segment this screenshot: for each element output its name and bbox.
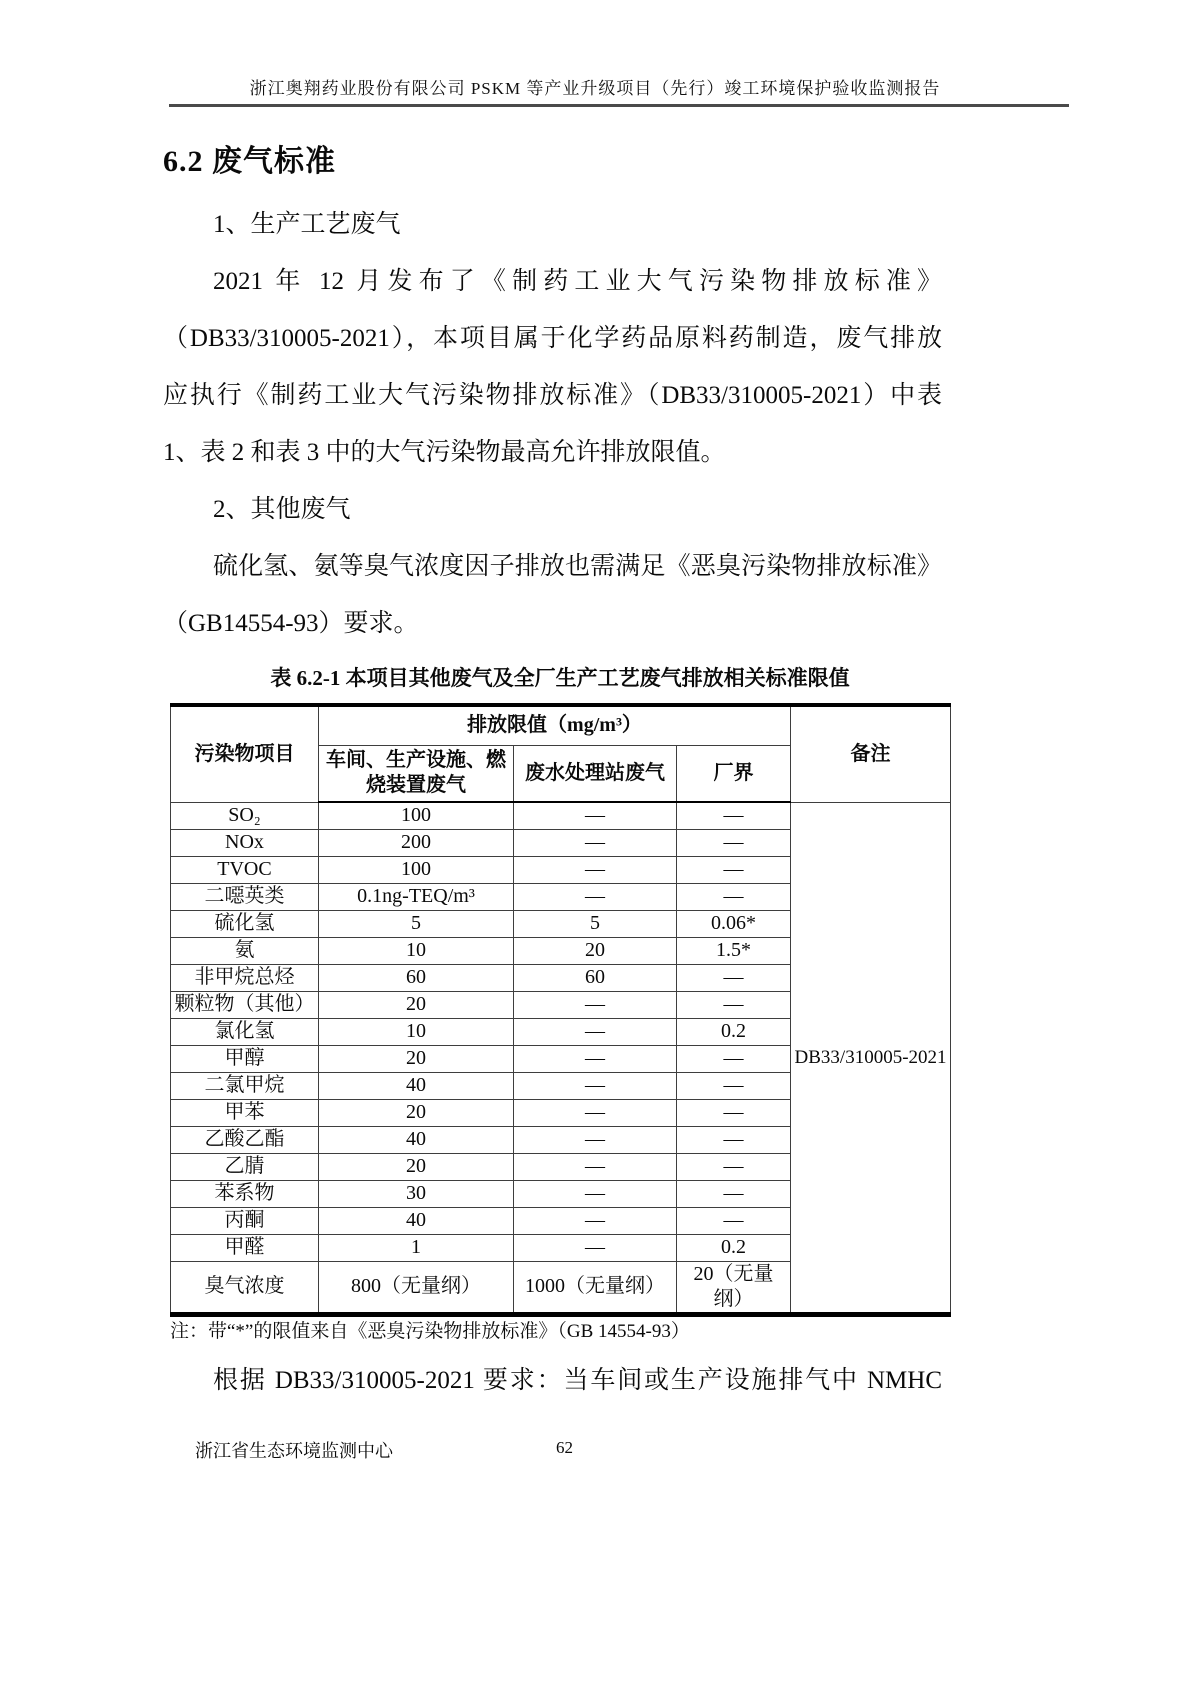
boundary-limit-cell: — bbox=[677, 1126, 791, 1153]
paragraph-line: 1、表 2 和表 3 中的大气污染物最高允许排放限值。 bbox=[163, 439, 726, 466]
table-body bbox=[171, 802, 951, 1314]
workshop-limit-cell: 10 bbox=[319, 1018, 514, 1045]
pollutant-name-cell: 二噁英类 bbox=[171, 883, 319, 910]
wastewater-limit-cell: — bbox=[514, 802, 677, 829]
wastewater-limit-cell: 20 bbox=[514, 937, 677, 964]
boundary-limit-cell: — bbox=[677, 1153, 791, 1180]
table-header-row bbox=[171, 705, 951, 745]
boundary-limit-cell: — bbox=[677, 1099, 791, 1126]
table-row bbox=[171, 802, 951, 829]
pollutant-name-cell: 氨 bbox=[171, 937, 319, 964]
pollutant-name-cell: 非甲烷总烃 bbox=[171, 964, 319, 991]
wastewater-limit-cell: — bbox=[514, 1126, 677, 1153]
pollutant-name-cell: 甲苯 bbox=[171, 1099, 319, 1126]
wastewater-limit-cell: — bbox=[514, 1072, 677, 1099]
boundary-limit-cell: — bbox=[677, 1045, 791, 1072]
workshop-limit-cell: 1 bbox=[319, 1234, 514, 1261]
wastewater-limit-cell: — bbox=[514, 829, 677, 856]
workshop-limit-cell: 800（无量纲） bbox=[319, 1261, 514, 1314]
paragraph-line: 2021 年 12 月发布了《制药工业大气污染物排放标准》 bbox=[213, 268, 942, 295]
workshop-limit-cell: 100 bbox=[319, 802, 514, 829]
closing-paragraph bbox=[163, 1352, 942, 1409]
wastewater-limit-cell: 5 bbox=[514, 910, 677, 937]
workshop-limit-cell: 0.1ng-TEQ/m³ bbox=[319, 883, 514, 910]
wastewater-limit-cell: — bbox=[514, 1180, 677, 1207]
pollutant-name-cell: SO₂ bbox=[171, 802, 319, 829]
workshop-limit-cell: 20 bbox=[319, 991, 514, 1018]
boundary-limit-cell: — bbox=[677, 1072, 791, 1099]
wastewater-limit-cell: — bbox=[514, 1207, 677, 1234]
pollutant-name-cell: 硫化氢 bbox=[171, 910, 319, 937]
paragraph-line: （GB14554-93）要求。 bbox=[163, 610, 419, 637]
workshop-limit-cell: 20 bbox=[319, 1045, 514, 1072]
boundary-limit-cell: — bbox=[677, 883, 791, 910]
wastewater-limit-cell: — bbox=[514, 991, 677, 1018]
pollutant-name-cell: 乙酸乙酯 bbox=[171, 1126, 319, 1153]
boundary-limit-cell: — bbox=[677, 802, 791, 829]
workshop-limit-cell: 40 bbox=[319, 1207, 514, 1234]
workshop-limit-cell: 100 bbox=[319, 856, 514, 883]
remark-cell: DB33/310005-2021 bbox=[791, 802, 951, 1314]
boundary-limit-cell: 1.5* bbox=[677, 937, 791, 964]
footer-page-number: 62 bbox=[556, 1438, 573, 1457]
pollutant-name-cell: 甲醛 bbox=[171, 1234, 319, 1261]
workshop-limit-cell: 10 bbox=[319, 937, 514, 964]
remark-column-header: 备注 bbox=[791, 705, 951, 802]
boundary-limit-cell: 0.2 bbox=[677, 1234, 791, 1261]
table-title: 表 6.2-1 本项目其他废气及全厂生产工艺废气排放相关标准限值 bbox=[270, 666, 850, 690]
paragraph-line: 2、其他废气 bbox=[213, 496, 351, 523]
boundary-limit-cell: 0.2 bbox=[677, 1018, 791, 1045]
wastewater-limit-cell: 1000（无量纲） bbox=[514, 1261, 677, 1314]
boundary-limit-cell: — bbox=[677, 829, 791, 856]
paragraph-line: 根据 DB33/310005-2021 要求：当车间或生产设施排气中 NMHC bbox=[213, 1367, 942, 1394]
pollutant-name-cell: 苯系物 bbox=[171, 1180, 319, 1207]
workshop-limit-cell: 40 bbox=[319, 1126, 514, 1153]
paragraph-line: 1、生产工艺废气 bbox=[213, 211, 401, 238]
pollutant-name-cell: 氯化氢 bbox=[171, 1018, 319, 1045]
wastewater-limit-cell: 60 bbox=[514, 964, 677, 991]
header-rule bbox=[169, 104, 1069, 107]
wastewater-limit-cell: — bbox=[514, 1099, 677, 1126]
pollutant-name-cell: 二氯甲烷 bbox=[171, 1072, 319, 1099]
wastewater-limit-cell: — bbox=[514, 1153, 677, 1180]
workshop-limit-cell: 20 bbox=[319, 1099, 514, 1126]
workshop-limit-cell: 200 bbox=[319, 829, 514, 856]
boundary-limit-cell: 20（无量纲） bbox=[677, 1261, 791, 1314]
boundary-limit-cell: — bbox=[677, 1180, 791, 1207]
footer-organization: 浙江省生态环境监测中心 bbox=[195, 1441, 393, 1461]
workshop-limit-cell: 40 bbox=[319, 1072, 514, 1099]
section-title: 6.2 废气标准 bbox=[163, 145, 336, 178]
emission-limits-table bbox=[170, 703, 951, 1317]
pollutant-name-cell: 甲醇 bbox=[171, 1045, 319, 1072]
wastewater-limit-cell: — bbox=[514, 1018, 677, 1045]
limits-group-header: 排放限值（mg/m³） bbox=[319, 705, 791, 745]
boundary-limit-cell: — bbox=[677, 991, 791, 1018]
boundary-limit-cell: 0.06* bbox=[677, 910, 791, 937]
boundary-limit-cell: — bbox=[677, 964, 791, 991]
workshop-limit-cell: 20 bbox=[319, 1153, 514, 1180]
workshop-limit-cell: 5 bbox=[319, 910, 514, 937]
workshop-limit-cell: 30 bbox=[319, 1180, 514, 1207]
pollutant-name-cell: 颗粒物（其他） bbox=[171, 991, 319, 1018]
running-header: 浙江奥翔药业股份有限公司 PSKM 等产业升级项目（先行）竣工环境保护验收监测报告 bbox=[249, 79, 941, 98]
boundary-limit-cell: — bbox=[677, 1207, 791, 1234]
paragraph-line: 硫化氢、氨等臭气浓度因子排放也需满足《恶臭污染物排放标准》 bbox=[213, 553, 942, 580]
pollutant-name-cell: NOx bbox=[171, 829, 319, 856]
wastewater-limit-cell: — bbox=[514, 1045, 677, 1072]
pollutant-column-header: 污染物项目 bbox=[171, 705, 319, 802]
body-text bbox=[163, 196, 942, 652]
pollutant-name-cell: 丙酮 bbox=[171, 1207, 319, 1234]
pollutant-name-cell: 乙腈 bbox=[171, 1153, 319, 1180]
workshop-column-header: 车间、生产设施、燃烧装置废气 bbox=[319, 745, 514, 802]
wastewater-limit-cell: — bbox=[514, 856, 677, 883]
wastewater-limit-cell: — bbox=[514, 1234, 677, 1261]
boundary-column-header: 厂界 bbox=[677, 745, 791, 802]
table-note: 注：带“*”的限值来自《恶臭污染物排放标准》（GB 14554-93） bbox=[170, 1321, 690, 1342]
wastewater-column-header: 废水处理站废气 bbox=[514, 745, 677, 802]
wastewater-limit-cell: — bbox=[514, 883, 677, 910]
paragraph-line: （DB33/310005-2021），本项目属于化学药品原料药制造，废气排放 bbox=[163, 325, 942, 352]
pollutant-name-cell: 臭气浓度 bbox=[171, 1261, 319, 1314]
paragraph-line: 应执行《制药工业大气污染物排放标准》（DB33/310005-2021）中表 bbox=[163, 382, 942, 409]
boundary-limit-cell: — bbox=[677, 856, 791, 883]
pollutant-name-cell: TVOC bbox=[171, 856, 319, 883]
workshop-limit-cell: 60 bbox=[319, 964, 514, 991]
